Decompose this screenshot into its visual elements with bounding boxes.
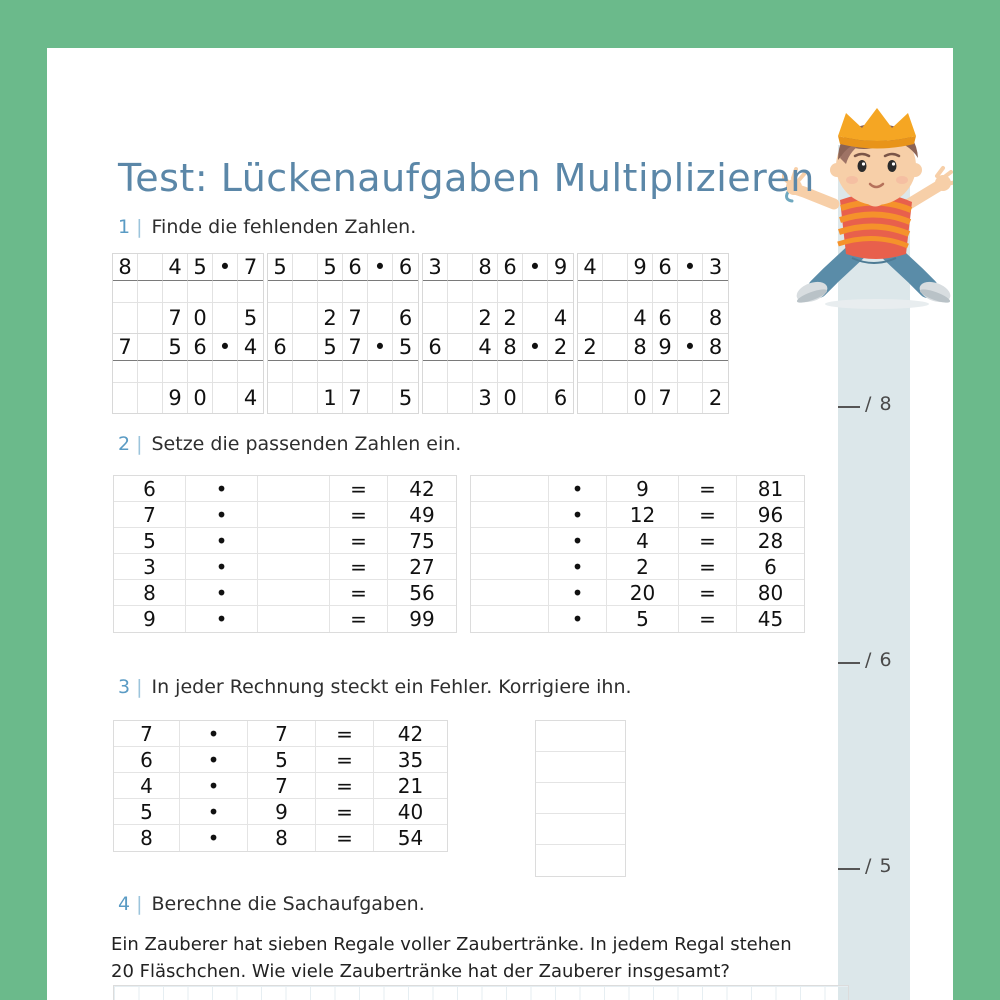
- score-blank-task2[interactable]: [838, 662, 860, 664]
- grid-cell: [138, 254, 163, 281]
- grid-cell: 6: [653, 303, 678, 333]
- grid-cell: 4: [243, 386, 258, 410]
- grid-cell: 5: [188, 254, 213, 281]
- grid-cell: •: [523, 254, 548, 281]
- eq-equals: =: [330, 606, 388, 632]
- eq-equals: =: [679, 606, 737, 632]
- grid-cell: 9: [628, 254, 653, 281]
- grid-cell: 6: [423, 334, 448, 361]
- grid-cell-input[interactable]: [343, 361, 368, 383]
- eq-factor2: 2: [607, 554, 679, 580]
- grid-cell: •: [678, 334, 703, 361]
- grid-cell: 6: [653, 254, 678, 281]
- grid-cell: [138, 383, 163, 413]
- task-4-separator: |: [136, 893, 143, 915]
- grid-cell: 2: [473, 303, 498, 333]
- grid-cell: 2: [708, 386, 723, 410]
- eq-factor2-input[interactable]: [258, 554, 330, 580]
- grid-cell-input[interactable]: [368, 281, 393, 303]
- eq-operator: •: [186, 502, 258, 528]
- grid-cell: [678, 303, 703, 333]
- eq-factor1-input[interactable]: [471, 554, 549, 580]
- eq-factor1-input[interactable]: [471, 580, 549, 606]
- grid-cell-input[interactable]: [293, 281, 318, 303]
- grid-cell-input[interactable]: [448, 281, 473, 303]
- task1-grid-8[interactable]: [577, 333, 729, 414]
- grid-cell-input[interactable]: [523, 281, 548, 303]
- eq-operator: •: [549, 580, 607, 606]
- eq-result: 42: [388, 476, 456, 502]
- grid-cell-input[interactable]: [318, 281, 343, 303]
- eq-operator: •: [186, 606, 258, 632]
- eq-factor2-input[interactable]: [258, 528, 330, 554]
- grid-cell-input[interactable]: [548, 281, 573, 303]
- grid-cell: 7: [163, 303, 188, 333]
- grid-cell: 2: [498, 303, 523, 333]
- task2-right-table[interactable]: [470, 475, 805, 633]
- task-3-instruction: In jeder Rechnung steckt ein Fehler. Korrigiere ihn.: [151, 676, 632, 698]
- grid-cell: 7: [238, 254, 263, 281]
- eq-operator: •: [186, 580, 258, 606]
- grid-cell: [268, 383, 293, 413]
- grid-cell: [138, 334, 163, 361]
- eq-equals: =: [330, 528, 388, 554]
- task4-problem-line2: 20 Fläschchen. Wie viele Zaubertränke hat der Zauberer insgesamt?: [111, 961, 730, 982]
- task1-grid-4[interactable]: [577, 253, 729, 334]
- grid-cell: •: [368, 254, 393, 281]
- grid-cell-input[interactable]: [163, 361, 188, 383]
- grid-cell: [603, 303, 628, 333]
- grid-cell: 4: [553, 306, 568, 330]
- grid-cell: [368, 383, 393, 413]
- eq-factor2: 5: [607, 606, 679, 632]
- grid-cell-input[interactable]: [423, 361, 448, 383]
- score-max-task2: 6: [879, 649, 893, 671]
- grid-cell: •: [678, 254, 703, 281]
- grid-cell-input[interactable]: [268, 361, 293, 383]
- grid-cell-input[interactable]: [368, 361, 393, 383]
- eq-result: 35: [374, 747, 447, 773]
- eq-result: 54: [397, 826, 424, 850]
- grid-cell: 2: [318, 303, 343, 333]
- task-1-number: 1: [118, 216, 131, 238]
- answer-box[interactable]: [536, 814, 625, 845]
- eq-factor2: 8: [248, 825, 316, 851]
- eq-factor1-input[interactable]: [471, 528, 549, 554]
- grid-cell: 4: [473, 334, 498, 361]
- grid-cell: [138, 303, 163, 333]
- eq-result: 45: [757, 607, 784, 631]
- eq-equals: =: [316, 799, 374, 825]
- eq-factor1-input[interactable]: [471, 502, 549, 528]
- eq-factor2: 5: [248, 747, 316, 773]
- eq-factor2-input[interactable]: [258, 606, 330, 632]
- grid-cell: 0: [188, 383, 213, 413]
- grid-cell: 5: [243, 306, 258, 330]
- grid-cell-input[interactable]: [423, 281, 448, 303]
- eq-result: 81: [737, 476, 804, 502]
- eq-operator: •: [549, 502, 607, 528]
- grid-cell: 7: [113, 334, 138, 361]
- answer-box[interactable]: [536, 783, 625, 814]
- grid-cell: 7: [343, 303, 368, 333]
- eq-result: 40: [374, 799, 447, 825]
- eq-equals: =: [316, 773, 374, 799]
- eq-operator: •: [549, 554, 607, 580]
- grid-cell: 8: [113, 254, 138, 281]
- grid-cell: 6: [553, 386, 568, 410]
- eq-result: 42: [374, 721, 447, 747]
- task1-grid-6[interactable]: [267, 333, 419, 414]
- grid-cell: [448, 254, 473, 281]
- task1-grid-1[interactable]: [112, 253, 264, 334]
- grid-cell: 5: [318, 254, 343, 281]
- grid-cell: 4: [163, 254, 188, 281]
- grid-cell-input[interactable]: [293, 361, 318, 383]
- grid-cell-input[interactable]: [238, 281, 263, 303]
- grid-cell-input[interactable]: [678, 281, 703, 303]
- eq-operator: •: [180, 773, 248, 799]
- task-2-heading: [118, 433, 461, 455]
- eq-factor1: 6: [114, 476, 186, 502]
- grid-cell: 4: [628, 303, 653, 333]
- grid-cell: 0: [498, 383, 523, 413]
- eq-equals: =: [330, 580, 388, 606]
- grid-cell-input[interactable]: [163, 281, 188, 303]
- grid-cell: [293, 334, 318, 361]
- grid-cell: [448, 383, 473, 413]
- grid-cell-input[interactable]: [113, 281, 138, 303]
- grid-cell: •: [523, 334, 548, 361]
- grid-cell: 3: [473, 383, 498, 413]
- grid-cell-input[interactable]: [523, 361, 548, 383]
- eq-equals: =: [330, 554, 388, 580]
- eq-factor1: 6: [114, 747, 180, 773]
- grid-cell-input[interactable]: [343, 281, 368, 303]
- eq-factor2: 9: [607, 476, 679, 502]
- task-1-instruction: Finde die fehlenden Zahlen.: [151, 216, 417, 238]
- grid-cell-input[interactable]: [653, 281, 678, 303]
- task-3-heading: [118, 676, 632, 698]
- grid-cell: 7: [653, 383, 678, 413]
- grid-cell-input[interactable]: [138, 281, 163, 303]
- eq-factor2: 9: [248, 799, 316, 825]
- eq-equals: =: [316, 825, 374, 851]
- grid-cell: 1: [318, 383, 343, 413]
- grid-cell: [268, 303, 293, 333]
- grid-cell: [113, 303, 138, 333]
- grid-cell: [293, 254, 318, 281]
- task3-answer-boxes[interactable]: [535, 720, 626, 877]
- eq-result: 75: [388, 528, 456, 554]
- grid-cell: 6: [393, 254, 418, 281]
- grid-cell: [293, 303, 318, 333]
- grid-cell: 5: [268, 254, 293, 281]
- eq-operator: •: [549, 606, 607, 632]
- grid-cell: 5: [398, 386, 413, 410]
- grid-cell: [448, 303, 473, 333]
- grid-cell: 6: [268, 334, 293, 361]
- eq-factor2: 7: [248, 773, 316, 799]
- task2-left-table[interactable]: [113, 475, 457, 633]
- eq-factor1: 5: [114, 799, 180, 825]
- score-separator-task1: /: [865, 393, 873, 415]
- task-3-number: 3: [118, 676, 131, 698]
- eq-equals: =: [679, 502, 737, 528]
- grid-cell: [678, 383, 703, 413]
- grid-cell-input[interactable]: [603, 281, 628, 303]
- grid-cell-input[interactable]: [678, 361, 703, 383]
- grid-cell-input[interactable]: [318, 361, 343, 383]
- eq-operator: •: [186, 554, 258, 580]
- grid-cell: [578, 383, 603, 413]
- jumping-boy-illustration: [782, 108, 953, 318]
- grid-cell: 3: [423, 254, 448, 281]
- eq-factor2: 12: [607, 502, 679, 528]
- task4-answer-squared-paper[interactable]: [113, 985, 849, 1000]
- grid-cell: •: [368, 334, 393, 361]
- answer-box[interactable]: [536, 752, 625, 783]
- eq-equals: =: [316, 721, 374, 747]
- grid-cell: [578, 303, 603, 333]
- score-separator-task2: /: [865, 649, 873, 671]
- grid-cell: 6: [188, 334, 213, 361]
- task-4-number: 4: [118, 893, 131, 915]
- task4-problem-line1: Ein Zauberer hat sieben Regale voller Zaubertränke. In jedem Regal stehen: [111, 934, 792, 955]
- eq-equals: =: [679, 528, 737, 554]
- grid-cell: 5: [163, 334, 188, 361]
- grid-cell: 5: [318, 334, 343, 361]
- grid-cell-input[interactable]: [628, 281, 653, 303]
- eq-result: 99: [409, 607, 435, 631]
- grid-cell: 7: [343, 383, 368, 413]
- eq-equals: =: [330, 476, 388, 502]
- grid-cell: 6: [343, 254, 368, 281]
- grid-cell: [448, 334, 473, 361]
- grid-cell-input[interactable]: [578, 281, 603, 303]
- eq-operator: •: [549, 528, 607, 554]
- task-2-number: 2: [118, 433, 131, 455]
- eq-equals: =: [330, 502, 388, 528]
- grid-cell-input[interactable]: [238, 361, 263, 383]
- score-blank-task3[interactable]: [838, 868, 860, 870]
- score-entry-task3[interactable]: [838, 855, 910, 877]
- grid-cell: 9: [163, 383, 188, 413]
- task-1-separator: |: [136, 216, 143, 238]
- grid-cell-input[interactable]: [113, 361, 138, 383]
- grid-cell-input[interactable]: [628, 361, 653, 383]
- answer-box[interactable]: [536, 721, 625, 752]
- grid-cell: 6: [498, 254, 523, 281]
- score-separator-task3: /: [865, 855, 873, 877]
- grid-cell-input[interactable]: [393, 361, 418, 383]
- score-max-task1: 8: [879, 393, 893, 415]
- eq-operator: •: [180, 825, 248, 851]
- grid-cell: 9: [548, 254, 573, 281]
- eq-operator: •: [180, 721, 248, 747]
- grid-cell: [603, 334, 628, 361]
- grid-cell: [523, 303, 548, 333]
- eq-factor1: 8: [114, 580, 186, 606]
- grid-cell: 9: [653, 334, 678, 361]
- grid-cell: 4: [238, 334, 263, 361]
- eq-result: 6: [737, 554, 804, 580]
- eq-result: 27: [388, 554, 456, 580]
- eq-factor1: 3: [114, 554, 186, 580]
- eq-factor2-input[interactable]: [258, 476, 330, 502]
- grid-cell-input[interactable]: [603, 361, 628, 383]
- grid-cell: [423, 303, 448, 333]
- worksheet-page: [47, 48, 953, 1000]
- eq-equals: =: [679, 476, 737, 502]
- score-entry-task1[interactable]: [838, 393, 910, 415]
- grid-cell: •: [213, 334, 238, 361]
- eq-equals: =: [679, 580, 737, 606]
- task1-grid-7[interactable]: [422, 333, 574, 414]
- grid-cell: [523, 383, 548, 413]
- grid-cell: 5: [393, 334, 418, 361]
- grid-cell: 3: [703, 254, 728, 281]
- eq-factor2: 7: [248, 721, 316, 747]
- eq-equals: =: [316, 747, 374, 773]
- grid-cell: 8: [498, 334, 523, 361]
- grid-cell: •: [213, 254, 238, 281]
- grid-cell: 8: [703, 334, 728, 361]
- score-entry-task2[interactable]: [838, 649, 910, 671]
- eq-operator: •: [186, 476, 258, 502]
- task-2-separator: |: [136, 433, 143, 455]
- grid-cell: 4: [578, 254, 603, 281]
- eq-result: 28: [737, 528, 804, 554]
- eq-factor1: 9: [114, 606, 186, 632]
- eq-factor1: 7: [114, 502, 186, 528]
- grid-cell-input[interactable]: [703, 281, 728, 303]
- eq-factor1-input[interactable]: [471, 606, 549, 632]
- grid-cell-input[interactable]: [213, 361, 238, 383]
- task1-grid-3[interactable]: [422, 253, 574, 334]
- eq-factor1: 8: [114, 825, 180, 851]
- grid-cell-input[interactable]: [268, 281, 293, 303]
- eq-result: 56: [388, 580, 456, 606]
- answer-box[interactable]: [536, 845, 625, 876]
- eq-factor2-input[interactable]: [258, 580, 330, 606]
- eq-result: 96: [737, 502, 804, 528]
- grid-cell-input[interactable]: [448, 361, 473, 383]
- grid-cell: 2: [578, 334, 603, 361]
- eq-operator: •: [180, 747, 248, 773]
- grid-cell: [213, 383, 238, 413]
- grid-cell-input[interactable]: [188, 361, 213, 383]
- grid-cell: 7: [343, 334, 368, 361]
- grid-cell-input[interactable]: [138, 361, 163, 383]
- grid-cell: [368, 303, 393, 333]
- grid-cell: 8: [628, 334, 653, 361]
- task-1-heading: [118, 216, 416, 238]
- eq-factor1: 4: [114, 773, 180, 799]
- eq-factor2: 20: [607, 580, 679, 606]
- eq-operator: •: [549, 476, 607, 502]
- grid-cell: 8: [708, 306, 723, 330]
- page-title: Test: Lückenaufgaben Multiplizieren: [118, 156, 815, 200]
- grid-cell-input[interactable]: [473, 281, 498, 303]
- eq-equals: =: [679, 554, 737, 580]
- grid-cell: 2: [548, 334, 573, 361]
- grid-cell: 8: [473, 254, 498, 281]
- grid-cell: [113, 383, 138, 413]
- grid-cell-input[interactable]: [548, 361, 573, 383]
- task3-table[interactable]: [113, 720, 448, 852]
- grid-cell-input[interactable]: [653, 361, 678, 383]
- eq-result: 80: [737, 580, 804, 606]
- grid-cell-input[interactable]: [393, 281, 418, 303]
- eq-factor2: 4: [607, 528, 679, 554]
- eq-factor1: 5: [114, 528, 186, 554]
- grid-cell: 0: [188, 303, 213, 333]
- eq-operator: •: [180, 799, 248, 825]
- grid-cell-input[interactable]: [498, 361, 523, 383]
- grid-cell: 0: [628, 383, 653, 413]
- grid-cell-input[interactable]: [213, 281, 238, 303]
- grid-cell: [603, 383, 628, 413]
- grid-cell: [213, 303, 238, 333]
- eq-result: 21: [374, 773, 447, 799]
- eq-result: 49: [388, 502, 456, 528]
- grid-cell-input[interactable]: [703, 361, 728, 383]
- grid-cell: [603, 254, 628, 281]
- eq-factor1: 7: [114, 721, 180, 747]
- task-4-heading: [118, 893, 425, 915]
- score-max-task3: 5: [879, 855, 893, 877]
- task-2-instruction: Setze die passenden Zahlen ein.: [151, 433, 462, 455]
- task1-grid-5[interactable]: [112, 333, 264, 414]
- grid-cell-input[interactable]: [498, 281, 523, 303]
- eq-factor2-input[interactable]: [258, 502, 330, 528]
- score-blank-task1[interactable]: [838, 406, 860, 408]
- grid-cell: [423, 383, 448, 413]
- task-3-separator: |: [136, 676, 143, 698]
- eq-operator: •: [186, 528, 258, 554]
- grid-cell-input[interactable]: [473, 361, 498, 383]
- eq-factor1-input[interactable]: [471, 476, 549, 502]
- grid-cell: 6: [398, 306, 413, 330]
- grid-cell-input[interactable]: [578, 361, 603, 383]
- grid-cell-input[interactable]: [188, 281, 213, 303]
- task-4-instruction: Berechne die Sachaufgaben.: [151, 893, 425, 915]
- grid-cell: [293, 383, 318, 413]
- task1-grid-2[interactable]: [267, 253, 419, 334]
